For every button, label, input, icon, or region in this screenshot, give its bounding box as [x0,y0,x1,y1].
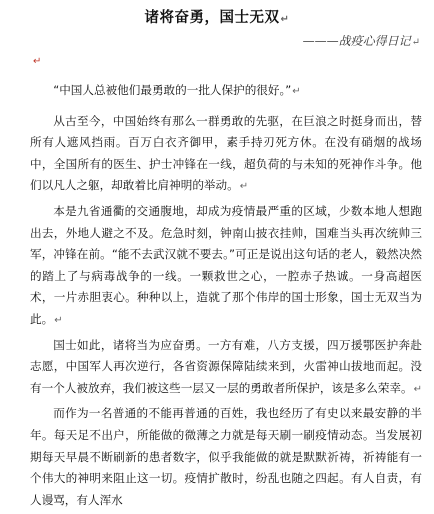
quote-text: “中国人总被他们最勇敢的一批人保护的很好。” [53,83,292,97]
paragraph-mark-icon: ↵ [54,314,63,326]
body-paragraph [30,335,422,401]
paragraph-text: 而作为一名普通的不能再普通的百姓，我也经历了有史以来最安静的半年。每天足不出户，所能做的微薄之力就是每天刷一刷疫情动态。当发展初期每天早晨不断刷新的患者数字，似乎我能做的就是默默祈祷，祈祷能有一个伟大的神明来阻止这一切。疫情扩散时，纷乱也随之四起。有人自责，有人谩骂，有人浑水 [30,406,422,507]
body-paragraph [30,201,422,332]
paragraph-text: 本是九省通衢的交通腹地，却成为疫情最严重的区域，少数本地人想跑出去，外地人避之不及。危急时刻，钟南山披衣挂帅，国难当头再次统帅三军，冲锋在前。“能不去武汉就不要去。”可正是说出这句话的老人，毅然决然的踏上了与病毒战争的一线。一颗救世之心，一腔赤子热诚。一身高超医术，一片赤胆衷心。种种以上，造就了那个伟岸的国士形象，国士无双当为此。 [30,203,422,326]
body-paragraph [30,111,422,198]
paragraph-mark-icon: ↵ [413,383,422,395]
document-subtitle [303,32,420,49]
paragraph-mark-icon: ↵ [292,86,301,97]
paragraph-mark-icon: ↵ [411,37,420,48]
title-text: 诸将奋勇，国士无双 [144,10,280,26]
body-paragraph [30,403,422,511]
paragraph-mark-icon: ↵ [239,181,249,193]
subtitle-text: ———战疫心得日记 [302,34,411,48]
paragraph-mark-icon: ↵ [280,14,290,25]
quote-paragraph [30,80,422,103]
paragraph-mark-icon: ↵ [33,56,42,67]
paragraph-text: 国士如此，诸将当为应奋勇。一方有难，八方支援，四万援鄂医护奔赴志愿，中国军人再次逆行，各省资源保障陆续来到，火雷神山拔地而起。没有一个人被放弃，我们被这些一层又一层的勇敢者所保护，该是多么荣幸。 [30,337,422,395]
document-body [30,72,422,514]
document-title [0,6,434,27]
paragraph-text: 从古至今，中国始终有那么一群勇敢的先驱，在巨浪之时挺身而出，替所有人遮风挡雨。百万白衣齐御甲，素手持刃死方休。在没有硝烟的战场中，全国所有的医生、护士冲锋在一线，超负荷的与未知的死神作斗争。他们以凡人之躯，却敢着比肩神明的举动。 [30,113,422,193]
